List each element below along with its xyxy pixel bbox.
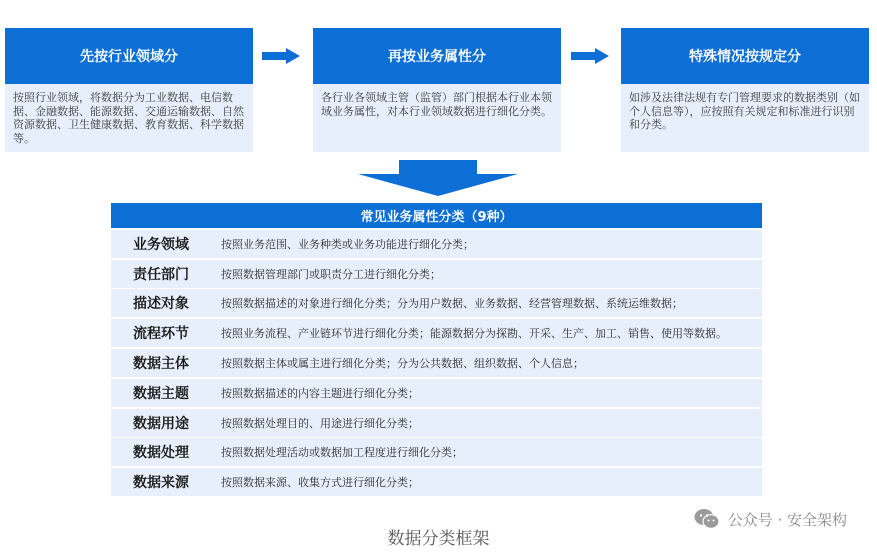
table-title: 常见业务属性分类（9种） [111, 203, 762, 228]
watermark-text: 公众号 · 安全架构 [727, 510, 847, 529]
right-arrow-icon [571, 48, 609, 64]
row-desc: 按照数据主体或属主进行细化分类；分为公共数据、组织数据、个人信息； [221, 356, 584, 370]
row-desc: 按照数据描述的内容主题进行细化分类； [221, 386, 419, 400]
row-name: 描述对象 [133, 296, 189, 313]
step-title: 特殊情况按规定分 [621, 28, 869, 84]
down-arrow-icon [358, 160, 518, 196]
step-title: 再按业务属性分 [313, 28, 561, 84]
table-row [111, 379, 762, 407]
table-row [111, 260, 762, 288]
table-row [111, 289, 762, 317]
row-name: 数据主题 [133, 385, 189, 402]
step-industry [5, 28, 253, 152]
row-desc: 按照数据描述的对象进行细化分类；分为用户数据、业务数据、经营管理数据、系统运维数据； [221, 297, 683, 311]
table-row [111, 319, 762, 347]
row-desc: 按照业务流程、产业链环节进行细化分类；能源数据分为探勘、开采、生产、加工、销售、使用等数据。 [221, 327, 727, 341]
step-text: 如涉及法律法规有专门管理要求的数据类别（如个人信息等），应按照有关规定和标准进行识别和分类。 [621, 84, 869, 152]
step-title: 先按行业领域分 [5, 28, 253, 84]
row-name: 业务领域 [133, 236, 189, 253]
row-name: 数据来源 [133, 475, 189, 492]
row-desc: 按照数据管理部门或职责分工进行细化分类； [221, 267, 441, 281]
row-name: 流程环节 [133, 326, 189, 343]
row-desc: 按照数据处理目的、用途进行细化分类； [221, 416, 419, 430]
step-text: 按照行业领域，将数据分为工业数据、电信数据、金融数据、能源数据、交通运输数据、自然资源数据、卫生健康数据、教育数据、科学数据等。 [5, 84, 253, 152]
table-row [111, 468, 762, 496]
table-row [111, 409, 762, 437]
step-business [313, 28, 561, 152]
step-special [621, 28, 869, 152]
table-row [111, 230, 762, 258]
row-desc: 按照数据来源、收集方式进行细化分类； [221, 476, 419, 490]
row-name: 责任部门 [133, 266, 189, 283]
row-name: 数据处理 [133, 445, 189, 462]
right-arrow-icon [262, 48, 300, 64]
row-desc: 按照数据处理活动或数据加工程度进行细化分类； [221, 446, 463, 460]
business-attribute-table [111, 203, 762, 496]
step-text: 各行业各领域主管（监管）部门根据本行业本领域业务属性，对本行业领域数据进行细化分类。 [313, 84, 561, 152]
row-name: 数据用途 [133, 415, 189, 432]
row-name: 数据主体 [133, 355, 189, 372]
row-desc: 按照业务范围、业务种类或业务功能进行细化分类； [221, 237, 474, 251]
table-row [111, 349, 762, 377]
table-row [111, 438, 762, 466]
figure-caption: 数据分类框架 [387, 529, 490, 549]
